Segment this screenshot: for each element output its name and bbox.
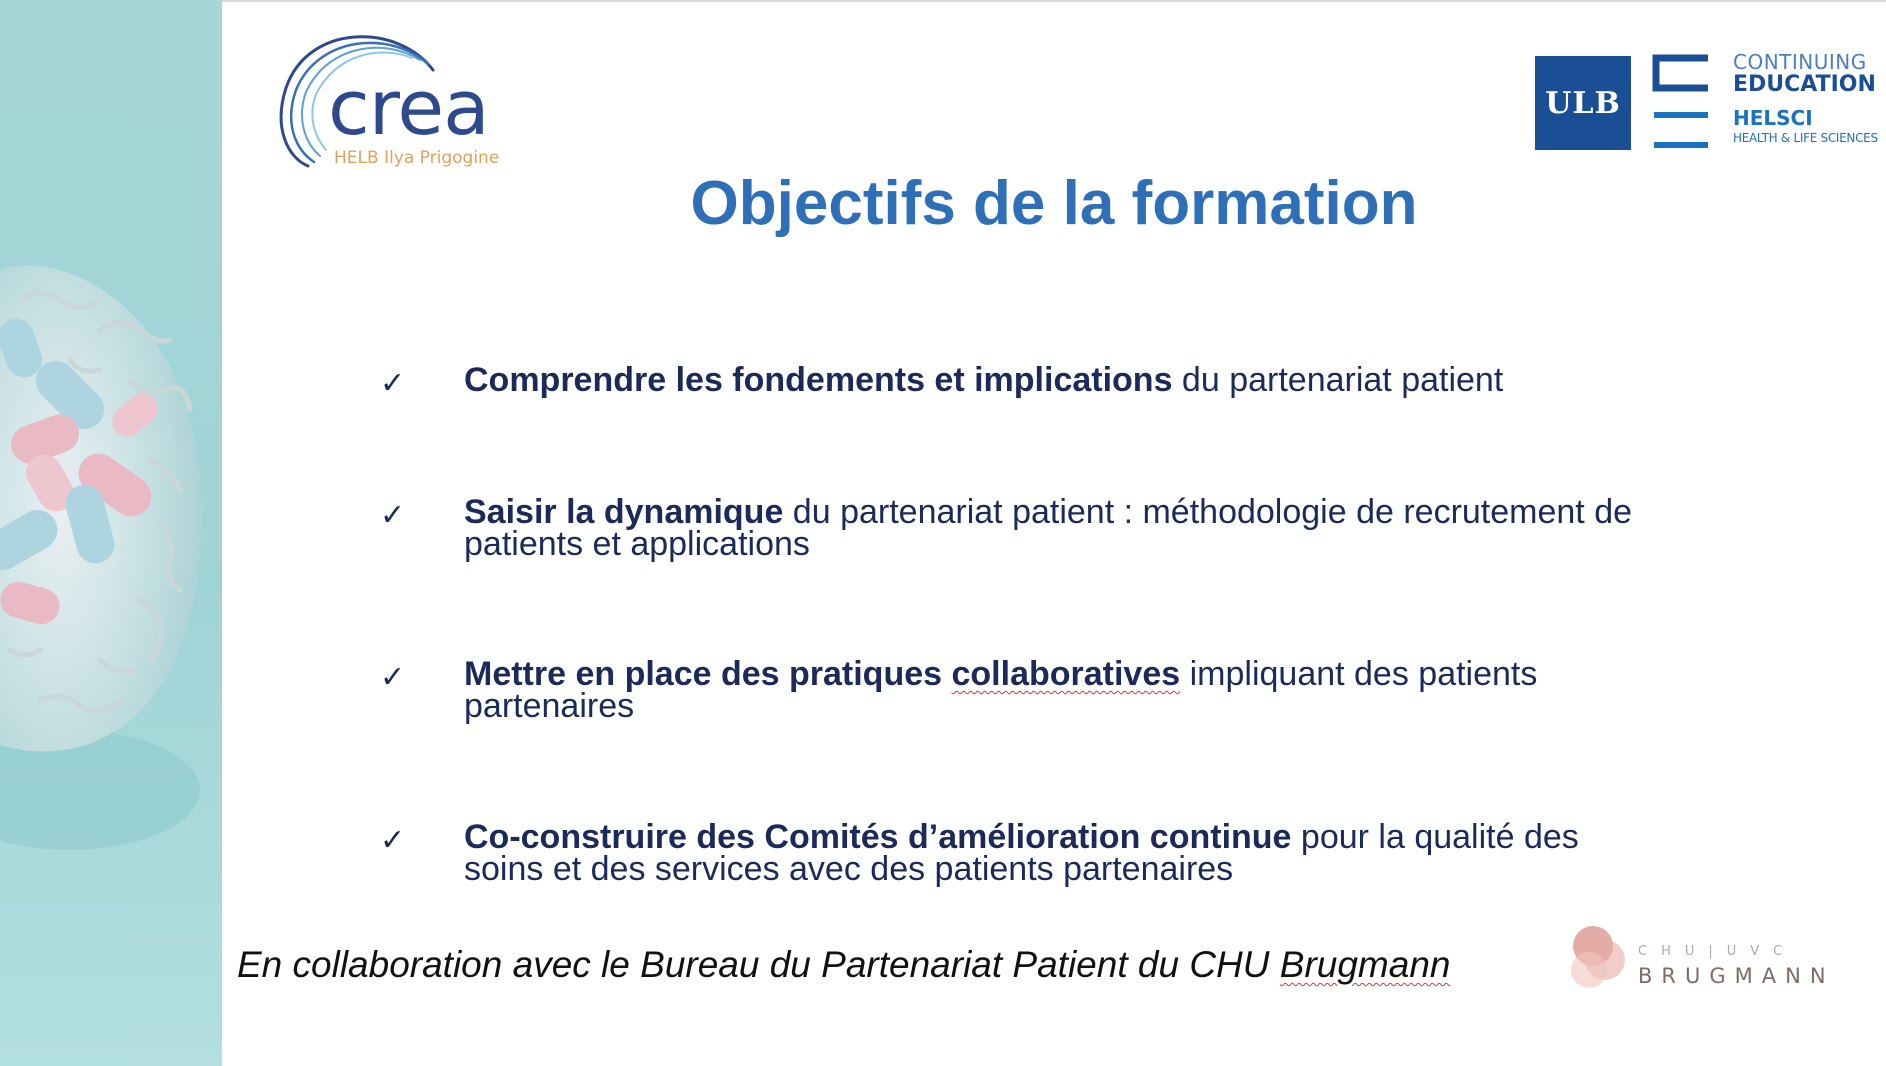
crea-subtitle: HELB Ilya Prigogine [334,148,500,168]
ce-line-continuing: CONTINUING [1733,50,1867,74]
check-mark-icon: ✓ [380,366,406,401]
ce-line-health-life: HEALTH & LIFE SCIENCES [1733,131,1878,145]
top-border [222,0,1886,2]
objective-bold: Saisir la dynamique [464,493,784,531]
continuing-education-mark-icon [1652,54,1710,152]
objective-bold: Comprendre les fondements et implications [464,361,1173,399]
slide-title: Objectifs de la formation [690,169,1418,238]
objective-text [464,361,1664,399]
objective-bold-misspelled: collaboratives [951,655,1181,693]
brain-pills-image [0,0,222,1066]
check-mark-icon: ✓ [380,498,406,533]
collaboration-text: En collaboration avec le Bureau du Partenariat Patient du CHU [237,944,1280,985]
objective-rest: du partenariat patient : méthodologie de recrutement de patients et applications [464,493,1633,563]
chu-brugmann-logo [1565,922,1875,992]
ulb-logo: ULB [1535,56,1631,150]
objective-text [464,818,1664,888]
chu-circles-icon [1565,922,1635,992]
crea-logo [278,28,518,178]
collaboration-misspelled: Brugmann [1279,944,1451,985]
crea-wordmark: crea [328,63,489,152]
collaboration-note [237,944,1451,986]
check-mark-icon: ✓ [380,660,406,695]
objective-text [464,493,1664,563]
objective-text [464,655,1664,725]
ce-line-helsci: HELSCI [1733,106,1813,130]
objective-rest: du partenariat patient [1172,361,1504,399]
continuing-education-logo [1733,52,1878,144]
objective-rest: impliquant des patients partenaires [464,655,1538,725]
chu-big-text: BRUGMANN [1638,964,1835,988]
objective-rest: pour la qualité des soins et des services avec des patients partenaires [464,818,1579,888]
check-mark-icon: ✓ [380,823,406,858]
ce-line-education: EDUCATION [1733,72,1876,97]
sidebar-brain-illustration [0,0,222,1066]
objective-bold: Mettre en place des pratiques [464,655,952,693]
objective-bold: Co-construire des Comités d’amélioration continue [464,818,1292,856]
chu-small-text: CHU|UVC [1638,944,1797,959]
